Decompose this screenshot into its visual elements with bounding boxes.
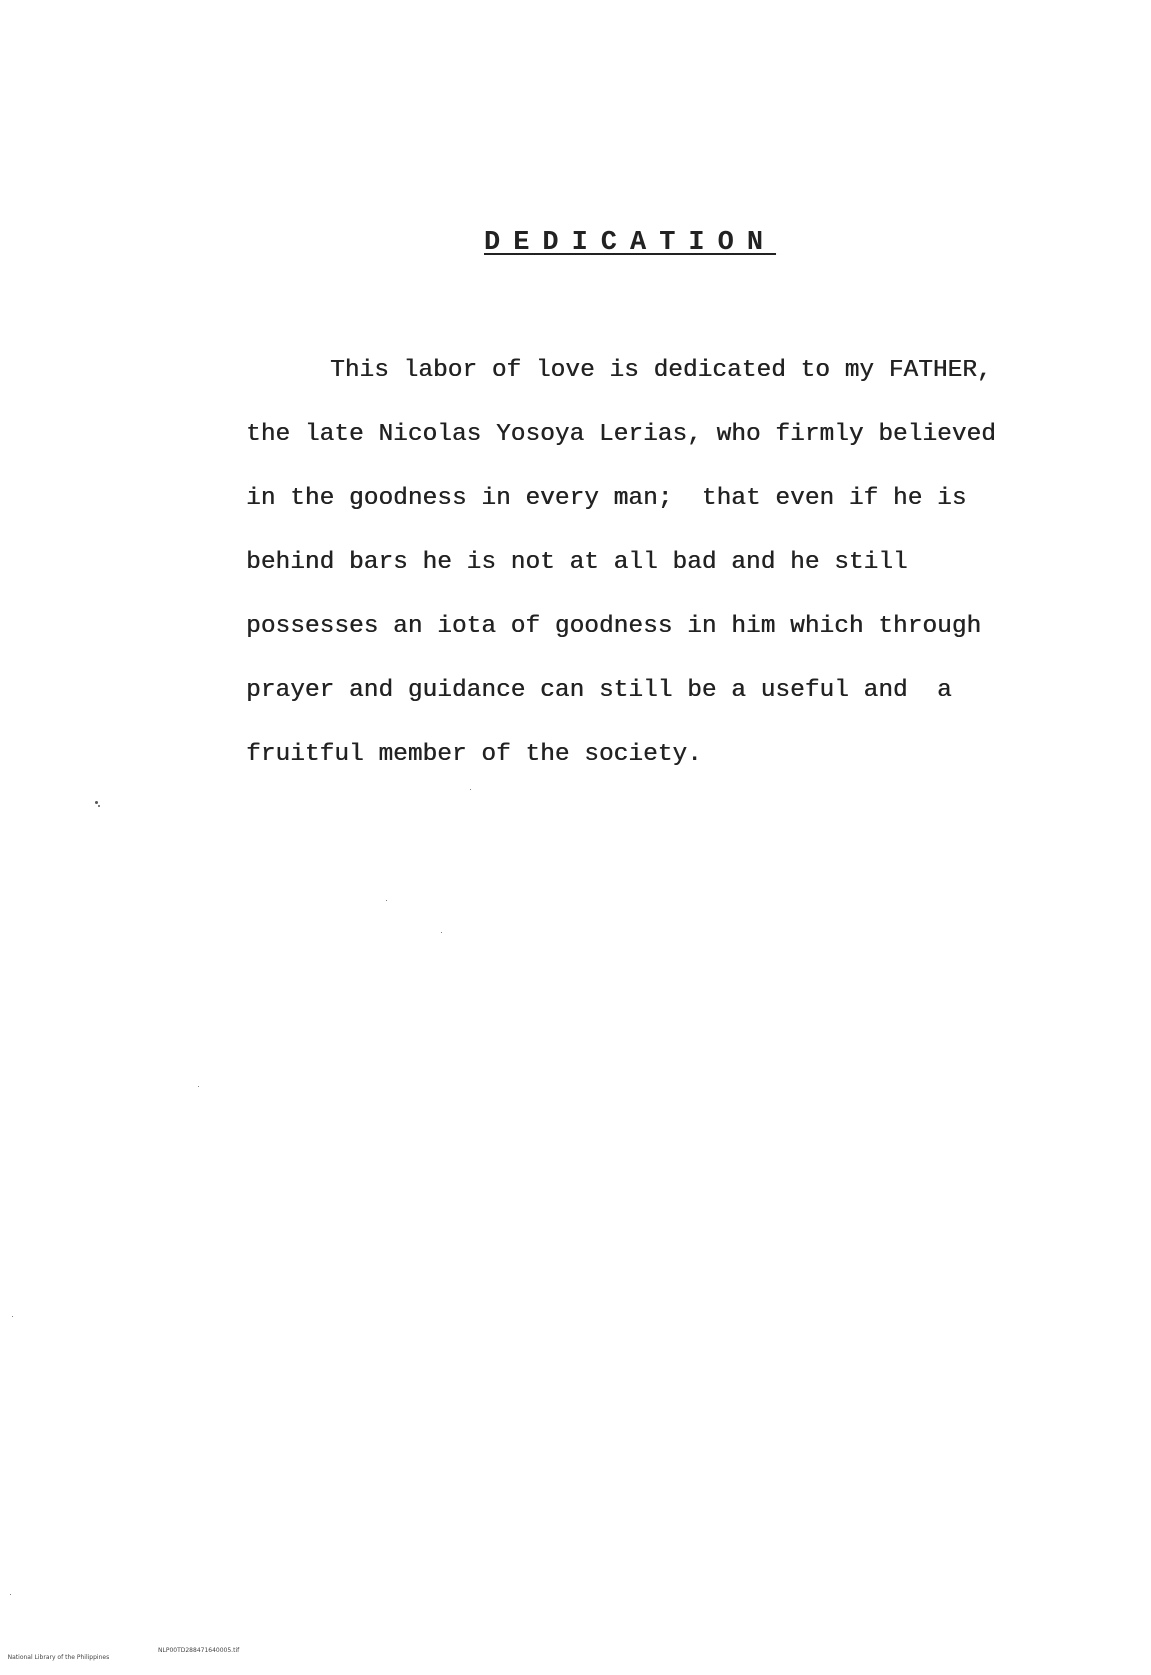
footer-identifier: NLP00TD288471640005.tif <box>158 1647 240 1654</box>
footer-library: National Library of the Philippines <box>7 1654 110 1661</box>
page-title: DEDICATION <box>484 228 777 258</box>
paragraph-line: in the goodness in every man; that even if he is <box>246 485 967 512</box>
paragraph-line: behind bars he is not at all bad and he still <box>246 549 908 576</box>
paragraph-line: This labor of love is dedicated to my FATHER, <box>330 357 992 384</box>
scan-speck <box>12 1316 13 1317</box>
scan-speck <box>386 900 387 901</box>
paragraph-line: prayer and guidance can still be a useful and a <box>246 677 952 704</box>
paragraph-line: the late Nicolas Yosoya Lerias, who firmly believed <box>246 421 996 448</box>
scan-speck <box>10 1594 11 1595</box>
scan-speck <box>98 805 100 807</box>
scan-speck <box>198 1086 199 1087</box>
scan-speck <box>470 789 471 790</box>
scan-footer <box>0 1647 240 1675</box>
paragraph-line: possesses an iota of goodness in him which through <box>246 613 982 640</box>
scan-speck <box>441 932 442 933</box>
paragraph-line: fruitful member of the society. <box>246 741 702 768</box>
scan-speck <box>95 801 98 804</box>
